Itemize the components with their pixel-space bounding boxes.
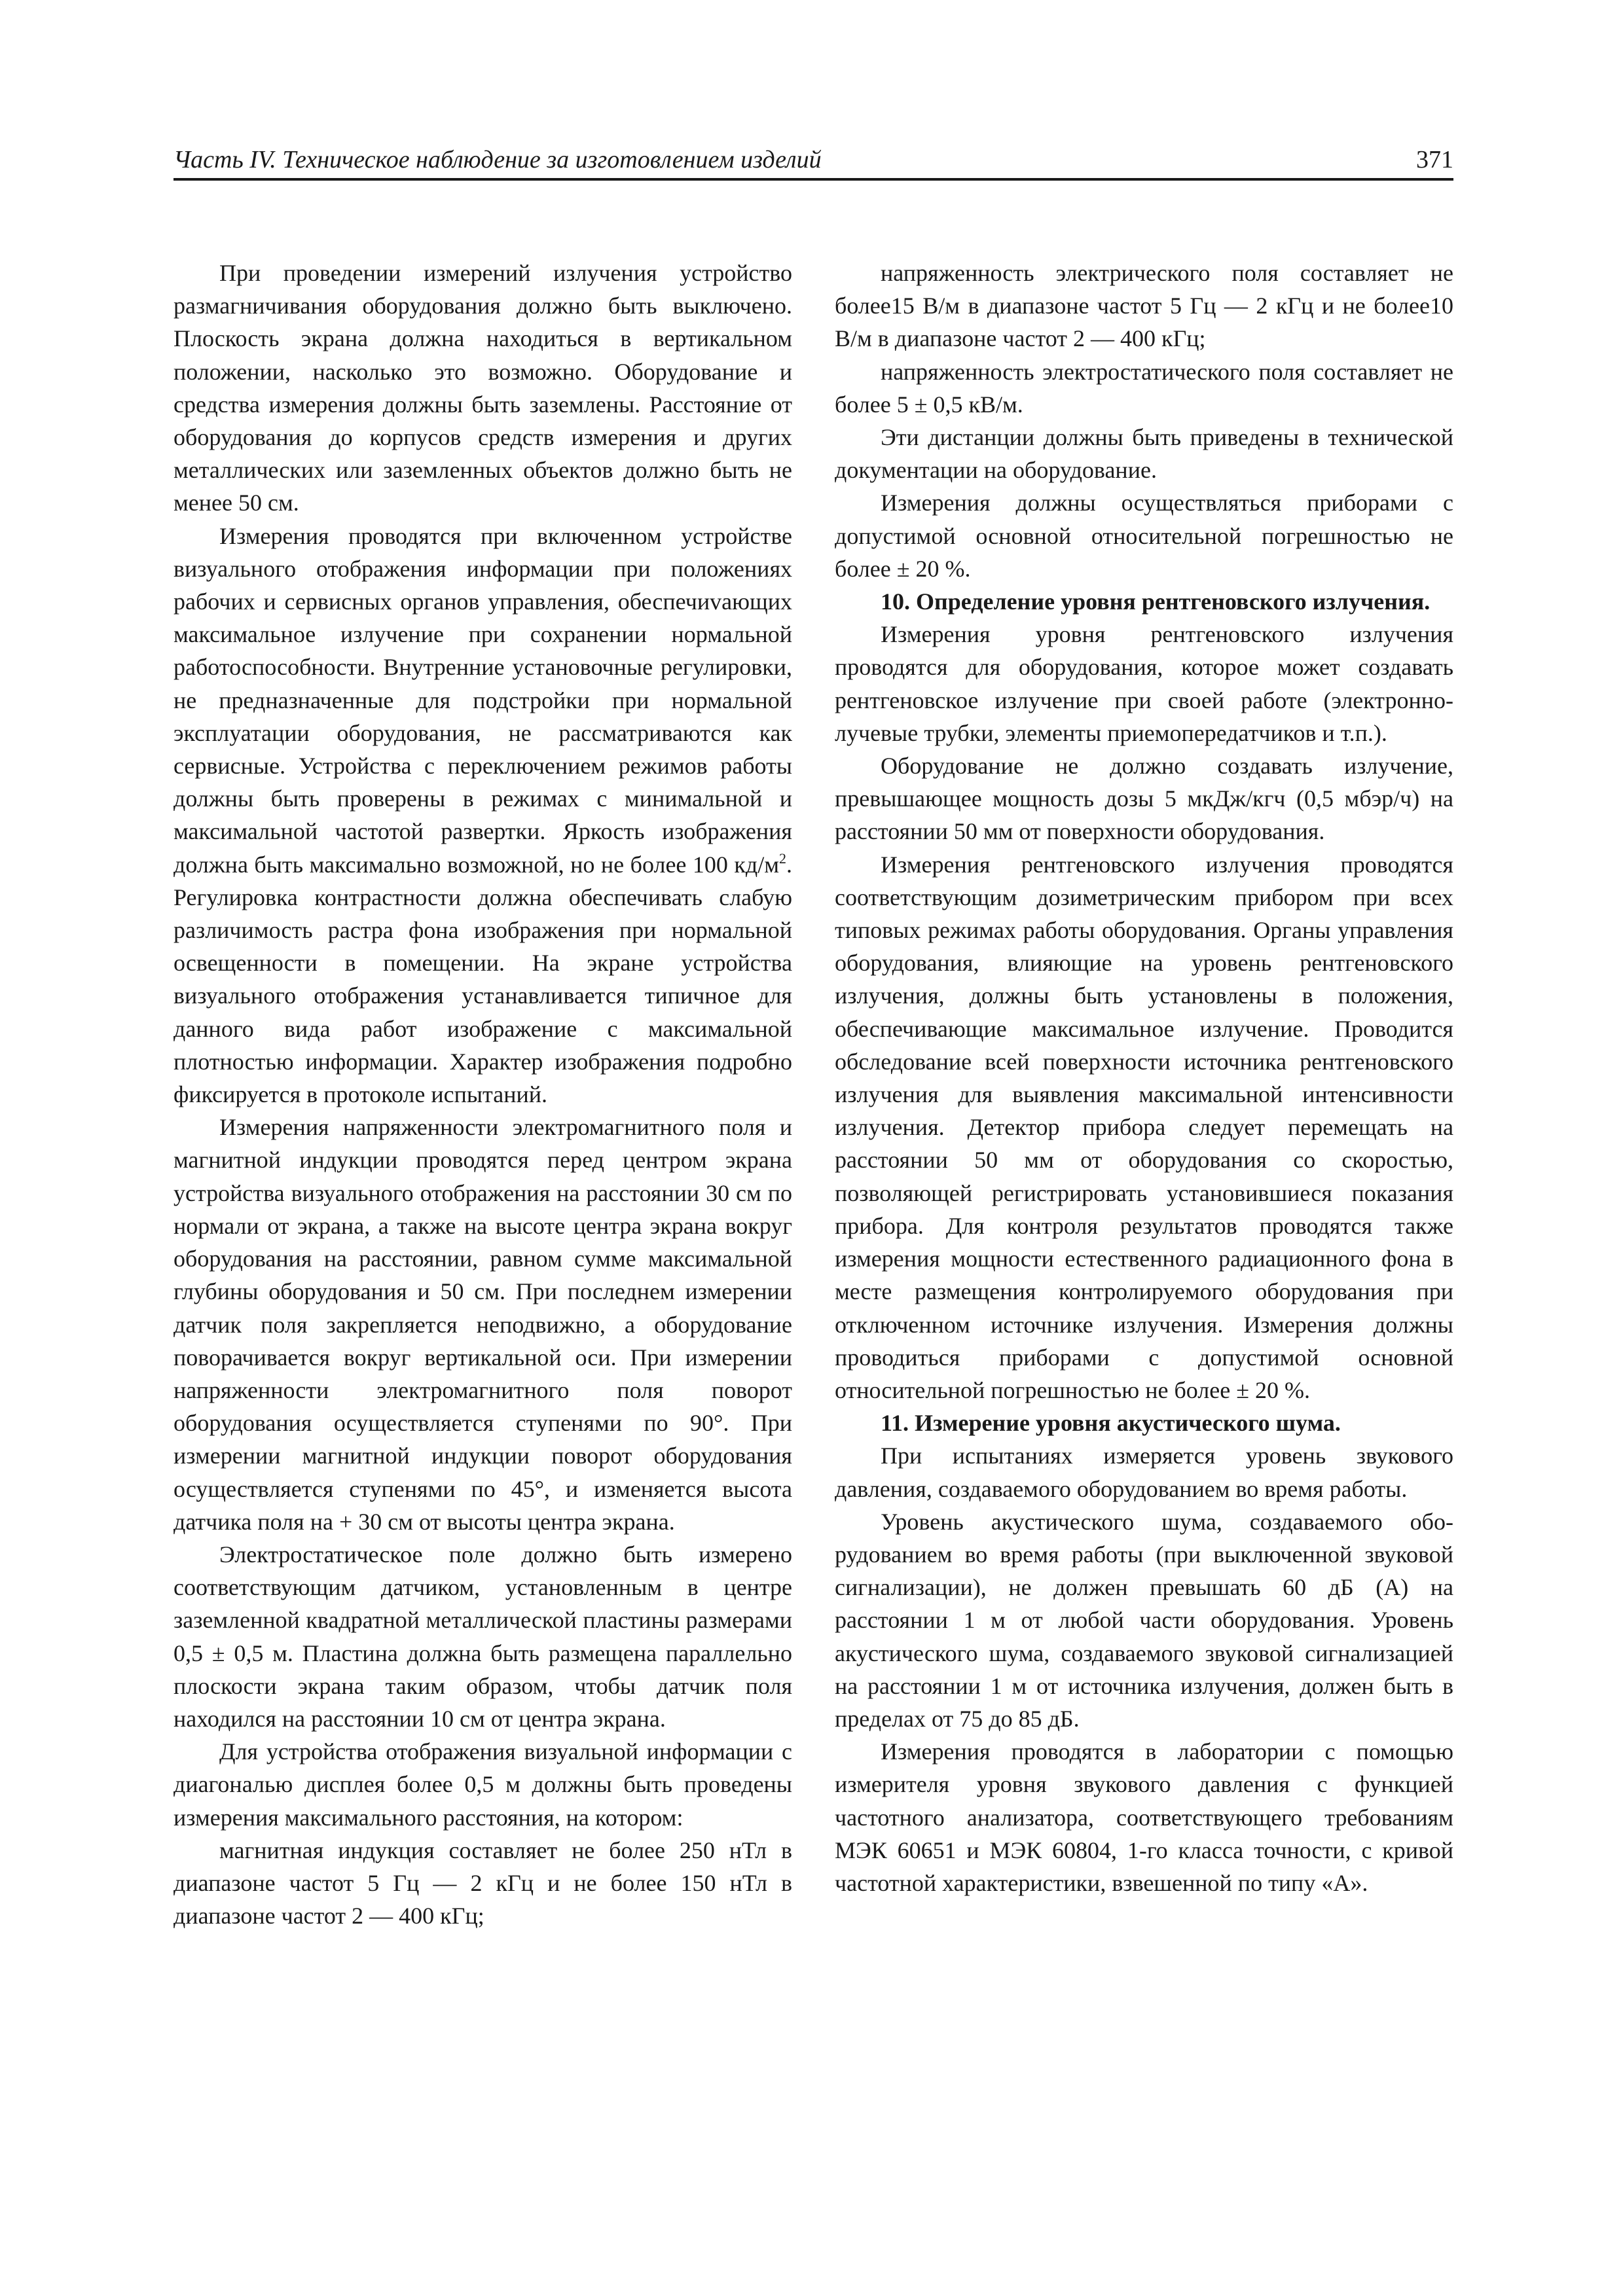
paragraph-measurement-conditions-part1: Измерения проводятся при включенном устройстве визуального отображения информации при положениях рабочих и сервисных органов управления, обеспечиvающих максимальное излучение при сохранении нормальной работоспособности. Внутренние установочные регулировки, не предназначенные для подстройки при нормальной эксплуатации оборудования, не рассматриваются как сервисные. Устройства с переключением режимов работы должны быть проверены в режимах с минимальной и максимальной частотой развертки. Яркость изображения должна быть максимально возможной, но не более 100 кд/м [173, 522, 792, 878]
right-column [835, 257, 1453, 1899]
paragraph-noise-test: При испытаниях измеряется уровень звукового давления, создаваемого оборудованием во время работы. [835, 1443, 1453, 1502]
header-rule [173, 178, 1453, 181]
running-header [173, 145, 1453, 178]
paragraph-degaussing: При проведении измерений излучения устройство размагничивания оборудования должно быть выключено. Плоскость экрана должна находиться в вертикальном положении, насколько это возможно. Оборудование и средства измерения должны быть заземлены. Расстояние от оборудования до корпусов средств измерения и других металлических или заземленных объектов должно быть не менее 50 см. [173, 260, 792, 516]
paragraph-measurement-conditions-part2: . Регулировка контрастности должна обеспечивать слабую различимость растра фона изображения при нормальной освещенности в помещении. На экране устройства визуального отображения устанавливается типичное для данного вида работ изображение с максимальной плотностью информации. Характер изображения подробно фиксируется в протоколе испытаний. [173, 851, 792, 1108]
paragraph-measurement-accuracy: Измерения должны осуществляться приборами с допустимой основной относительной погрешностью не более ± 20 %. [835, 490, 1453, 582]
left-column [173, 257, 792, 1932]
page-number: 371 [1416, 146, 1453, 173]
paragraph-xray-scope: Измерения уровня рентгеновского излучения проводятся для оборудования, которое может создавать рентгеновское излучение при своей работе (электронно-лучевые трубки, элементы приемопередатчиков и т.п.). [835, 621, 1453, 746]
paragraph-xray-procedure: Измерения рентгеновского излучения проводятся соответствующим дозиметрическим прибором при всех типовых режимах работы оборудования. Органы управления оборудования, влияющие на уровень рентгеновского излучения, должны быть установлены в положения, обеспечивающие максимальное излучение. Проводится обследование всей поверхности источника рентгеновского излучения для выявления максимальной интенсивности излучения. Детектор прибора следует перемещать на расстоянии 50 мм от оборудования со скоростью, позволяющей регистрировать установившиеся показания прибора. Для контроля результатов проводятся также измерения мощности естественного радиационного фона в месте размещения контролируемого оборудования при отключенном источнике излучения. Измерения должны проводиться приборами с допустимой основной относительной погрешностью не более ± 20 %. [835, 851, 1453, 1403]
superscript-2: 2 [779, 850, 786, 867]
paragraph-electrostatic-limit: напряженность электростатического поля составляет не более 5 ± 0,5 кВ/м. [835, 358, 1453, 418]
paragraph-documentation: Эти дистанции должны быть приведены в технической документации на оборудование. [835, 424, 1453, 484]
paragraph-xray-limit: Оборудование не должно создавать излучение, превышающее мощность дозы 5 мкДж/кгч (0,5 мбэр/ч) на расстоянии 50 мм от поверхности оборудования. [835, 753, 1453, 845]
running-header-title: Часть IV. Техническое наблюдение за изготовлением изделий [173, 146, 822, 173]
section-heading-10: 10. Определение уровня рентгеновского излучения. [881, 588, 1431, 615]
paragraph-measurement-conditions [173, 520, 792, 1111]
paragraph-noise-limits: Уровень акустического шума, создаваемого оборудованием во время работы (при выключенной звуковой сигнализации), не должен превышать 60 дБ (А) на расстоянии 1 м от любой части оборудования. Уровень акустического шума, создаваемого звуковой сигнализацией на расстоянии 1 м от источника излучения, должен быть в пределах от 75 до 85 дБ. [835, 1508, 1453, 1732]
section-heading-11: 11. Измерение уровня акустического шума. [881, 1410, 1341, 1437]
paragraph-noise-instrument: Измерения проводятся в лаборатории с помощью измерителя уровня звукового давления с функцией частотного анализатора, соответствующего требованиям МЭК 60651 и МЭК 60804, 1-го класса точности, с кривой частотной характеристики, взвешенной по типу «А». [835, 1738, 1453, 1896]
paragraph-em-field-measurement: Измерения напряженности электромагнитного поля и магнитной индукции проводятся перед центром экрана устройства визуального отображения на расстоянии 30 см по нормали от экрана, а также на высоте центра экрана вокруг оборудования на расстоянии, равном сумме максимальной глубины оборудования и 50 см. При последнем измерении датчик поля закрепляется неподвижно, а оборудование поворачивается вокруг вертикальной оси. При измерении напряженности электромагнитного поля поворот оборудования осуществляется ступенями по 90°. При измерении магнитной индукции поворот оборудования осуществляется ступенями по 45°, и изменяется высота датчика поля на + 30 см от высоты центра экрана. [173, 1114, 792, 1535]
paragraph-electric-field-limit: напряженность электрического поля составляет не более15 В/м в диапазоне частот 5 Гц — 2 кГц и не более10 В/м в диапазоне частот 2 — 400 кГц; [835, 260, 1453, 352]
paragraph-large-display: Для устройства отображения визуальной информации с диагональю дисплея более 0,5 м должны быть проведены измерения максимального расстояния, на котором: [173, 1738, 792, 1831]
paragraph-electrostatic-field: Электростатическое поле должно быть измерено соответствующим датчиком, установленным в центре заземленной квадратной металлической пластины размерами 0,5 ± 0,5 м. Пластина должна быть размещена параллельно плоскости экрана таким образом, чтобы датчик поля находился на расстоянии 10 см от центра экрана. [173, 1541, 792, 1732]
paragraph-magnetic-induction-limit: магнитная индукция составляет не более 250 нТл в диапазоне частот 5 Гц — 2 кГц и не более 150 нТл в диапазоне частот 2 — 400 кГц; [173, 1837, 792, 1929]
